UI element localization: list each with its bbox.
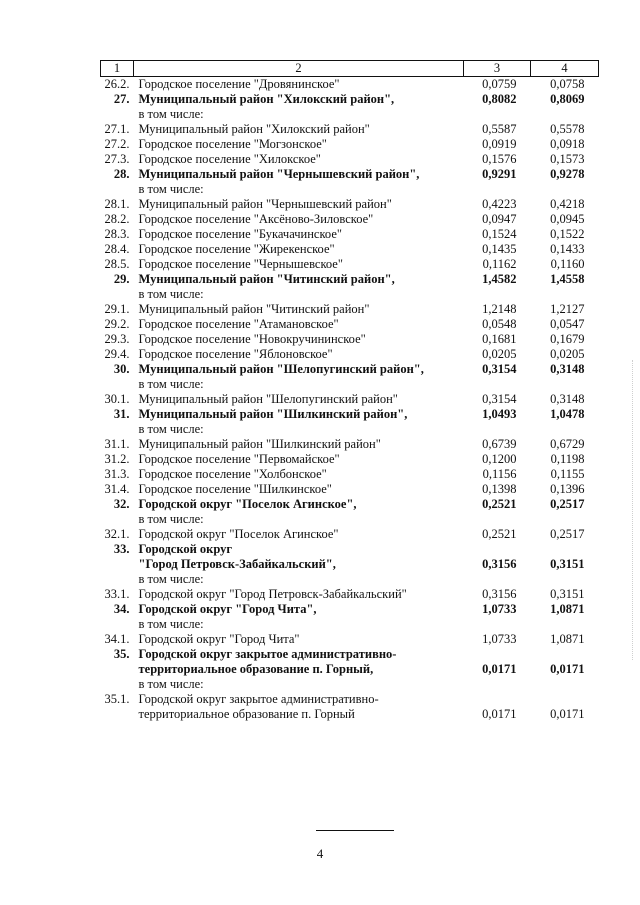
row-name	[134, 212, 464, 227]
value-col-4	[531, 542, 599, 587]
value-col-4: 0,1433	[550, 242, 585, 256]
row-name-line: Муниципальный район "Шилкинский район",	[138, 407, 408, 421]
row-name	[134, 137, 464, 152]
row-number: 31.4.	[104, 482, 130, 496]
row-number: 35.1.	[104, 692, 130, 706]
row-name-line: Городское поселение "Букачачинское"	[138, 227, 342, 241]
value-col-3: 0,3154	[482, 362, 517, 376]
value-col-4: 0,1573	[550, 152, 585, 166]
row-number: 28.	[113, 167, 130, 181]
value-col-4: 0,3151	[550, 587, 585, 601]
table-row	[101, 152, 599, 167]
row-number: 30.1.	[104, 392, 130, 406]
row-number: 26.2.	[104, 77, 130, 91]
row-name	[134, 452, 464, 467]
table-row	[101, 632, 599, 647]
row-subtitle: в том числе:	[138, 422, 204, 436]
table-row	[101, 482, 599, 497]
value-col-4: 0,3148	[550, 392, 585, 406]
table-row	[101, 197, 599, 212]
value-col-3: 0,0171	[482, 707, 517, 721]
table-row	[101, 302, 599, 317]
value-col-3: 0,2521	[482, 497, 517, 511]
row-name	[134, 242, 464, 257]
row-number: 27.	[113, 92, 130, 106]
value-col-4: 0,0205	[550, 347, 585, 361]
row-name-line: Муниципальный район "Шелопугинский район",	[138, 362, 424, 376]
row-name	[134, 302, 464, 317]
table-row	[101, 527, 599, 542]
row-name	[134, 587, 464, 602]
row-number: 27.1.	[104, 122, 130, 136]
value-col-4: 0,0945	[550, 212, 585, 226]
budget-share-table	[100, 60, 599, 722]
table-row	[101, 497, 599, 527]
row-number: 28.2.	[104, 212, 130, 226]
table-row	[101, 692, 599, 722]
table-row	[101, 647, 599, 692]
row-number: 35.	[113, 647, 130, 661]
value-col-4: 0,2517	[550, 497, 585, 511]
row-subtitle: в том числе:	[138, 572, 204, 586]
row-name-line: Городское поселение "Шилкинское"	[138, 482, 332, 496]
row-subtitle: в том числе:	[138, 107, 204, 121]
value-col-4: 0,0758	[550, 77, 585, 91]
value-col-3: 0,0919	[482, 137, 517, 151]
value-col-4: 1,2127	[550, 302, 585, 316]
row-number: 31.2.	[104, 452, 130, 466]
row-subtitle: в том числе:	[138, 182, 204, 196]
value-col-3: 1,0493	[482, 407, 517, 421]
row-name	[134, 152, 464, 167]
row-name-line: Муниципальный район "Хилокский район"	[138, 122, 370, 136]
value-text: 0,0171	[550, 662, 585, 676]
row-name-line: Городской округ закрытое административно-	[138, 692, 379, 706]
row-name-line: Городской округ "Город Чита"	[138, 632, 300, 646]
value-col-3: 0,9291	[482, 167, 517, 181]
value-col-4: 0,0547	[550, 317, 585, 331]
row-number: 31.1.	[104, 437, 130, 451]
value-col-4: 1,0871	[550, 602, 585, 616]
value-col-3: 0,0947	[482, 212, 517, 226]
table-row	[101, 407, 599, 437]
row-name	[134, 272, 464, 302]
row-number: 33.	[113, 542, 130, 556]
value-text: 0,3156	[482, 557, 517, 571]
value-col-3: 0,4223	[482, 197, 517, 211]
table-body	[101, 77, 599, 723]
row-name	[134, 542, 464, 587]
header-col-1: 1	[101, 61, 134, 77]
value-col-4: 0,0918	[550, 137, 585, 151]
value-col-3: 0,8082	[482, 92, 517, 106]
value-col-3: 0,2521	[482, 527, 517, 541]
row-name	[134, 602, 464, 632]
value-col-3: 1,0733	[482, 602, 517, 616]
value-col-4: 1,0478	[550, 407, 585, 421]
row-number: 29.1.	[104, 302, 130, 316]
row-number: 33.1.	[104, 587, 130, 601]
row-number: 27.3.	[104, 152, 130, 166]
row-number: 32.1.	[104, 527, 130, 541]
value-col-3: 0,1200	[482, 452, 517, 466]
value-col-3: 1,4582	[482, 272, 517, 286]
table-row	[101, 392, 599, 407]
row-name-line: Муниципальный район "Читинский район"	[138, 302, 370, 316]
value-col-4: 0,1679	[550, 332, 585, 346]
value-col-4: 0,9278	[550, 167, 585, 181]
row-name-line: Городское поселение "Первомайское"	[138, 452, 340, 466]
value-col-3	[464, 542, 531, 587]
value-col-4: 0,1522	[550, 227, 585, 241]
row-name-line: Городской округ	[138, 542, 233, 556]
table-row	[101, 362, 599, 392]
value-col-3: 0,1156	[482, 467, 517, 481]
row-subtitle: в том числе:	[138, 377, 204, 391]
table-row	[101, 92, 599, 122]
row-name	[134, 407, 464, 437]
row-number: 29.2.	[104, 317, 130, 331]
value-col-4: 0,1155	[550, 467, 585, 481]
table-row	[101, 602, 599, 632]
row-name-line: Муниципальный район "Хилокский район",	[138, 92, 395, 106]
table-row	[101, 452, 599, 467]
value-col-3	[464, 647, 531, 692]
table-header	[101, 61, 599, 77]
row-name	[134, 497, 464, 527]
table-row	[101, 317, 599, 332]
row-name	[134, 467, 464, 482]
row-name-line: Городское поселение "Атамановское"	[138, 317, 339, 331]
value-col-3: 0,3156	[482, 587, 517, 601]
row-name-line: "Город Петровск-Забайкальский",	[138, 557, 336, 571]
value-col-3: 0,5587	[482, 122, 517, 136]
value-text: 0,3151	[550, 557, 585, 571]
row-name-line: территориальное образование п. Горный,	[138, 662, 374, 676]
value-col-4: 1,0871	[550, 632, 585, 646]
row-name	[134, 227, 464, 242]
row-number: 29.3.	[104, 332, 130, 346]
row-name	[134, 347, 464, 362]
value-col-4: 0,1396	[550, 482, 585, 496]
table-row	[101, 122, 599, 137]
row-name	[134, 92, 464, 122]
row-name	[134, 122, 464, 137]
row-number: 28.4.	[104, 242, 130, 256]
row-name-line: Городское поселение "Холбонское"	[138, 467, 327, 481]
value-col-3: 0,1162	[482, 257, 517, 271]
row-name-line: Муниципальный район "Шилкинский район"	[138, 437, 381, 451]
row-name-line: Городской округ закрытое административно-	[138, 647, 397, 661]
table-row	[101, 227, 599, 242]
row-name-line: Муниципальный район "Чернышевский район",	[138, 167, 420, 181]
value-col-3: 0,1398	[482, 482, 517, 496]
value-col-4: 0,1160	[550, 257, 585, 271]
row-name	[134, 317, 464, 332]
value-col-4: 0,5578	[550, 122, 585, 136]
table-row	[101, 347, 599, 362]
value-col-4: 1,4558	[550, 272, 585, 286]
footer-divider	[316, 830, 394, 831]
value-col-4: 0,1198	[550, 452, 585, 466]
value-col-4: 0,4218	[550, 197, 585, 211]
row-subtitle: в том числе:	[138, 677, 204, 691]
row-name-line: Городской округ "Поселок Агинское"	[138, 527, 339, 541]
row-subtitle: в том числе:	[138, 617, 204, 631]
value-col-3: 1,2148	[482, 302, 517, 316]
value-col-3: 0,1681	[482, 332, 517, 346]
row-name-line: Муниципальный район "Шелопугинский район"	[138, 392, 398, 406]
value-col-3: 0,3154	[482, 392, 517, 406]
row-number: 30.	[113, 362, 130, 376]
row-name-line: Городское поселение "Яблоновское"	[138, 347, 333, 361]
table-row	[101, 167, 599, 197]
row-name	[134, 362, 464, 392]
row-name	[134, 437, 464, 452]
row-name-line: Городской округ "Поселок Агинское",	[138, 497, 357, 511]
value-col-3: 0,0205	[482, 347, 517, 361]
row-subtitle: в том числе:	[138, 287, 204, 301]
row-name-line: Городское поселение "Аксёново-Зиловское"	[138, 212, 374, 226]
table-row	[101, 212, 599, 227]
value-col-3: 0,1524	[482, 227, 517, 241]
row-name	[134, 197, 464, 212]
row-name-line: Городское поселение "Дровянинское"	[138, 77, 340, 91]
row-name	[134, 482, 464, 497]
value-col-4: 0,6729	[550, 437, 585, 451]
row-name	[134, 647, 464, 692]
row-name-line: Городской округ "Город Петровск-Забайкальский"	[138, 587, 407, 601]
header-col-3: 3	[464, 61, 531, 77]
row-number: 31.	[113, 407, 130, 421]
value-col-3: 1,0733	[482, 632, 517, 646]
header-col-4: 4	[531, 61, 599, 77]
row-name-line: Муниципальный район "Читинский район",	[138, 272, 395, 286]
row-number: 28.5.	[104, 257, 130, 271]
row-number: 31.3.	[104, 467, 130, 481]
scan-edge-marks	[632, 360, 634, 660]
row-name	[134, 77, 464, 93]
row-number: 32.	[113, 497, 130, 511]
table-row	[101, 272, 599, 302]
header-col-2: 2	[134, 61, 464, 77]
table-row	[101, 542, 599, 587]
row-name-line: Городское поселение "Новокручининское"	[138, 332, 366, 346]
row-number: 27.2.	[104, 137, 130, 151]
row-name	[134, 692, 464, 722]
table-row	[101, 77, 599, 93]
row-name	[134, 527, 464, 542]
page-number: 4	[316, 846, 324, 861]
value-col-3: 0,0759	[482, 77, 517, 91]
value-col-3: 0,0548	[482, 317, 517, 331]
row-number: 34.1.	[104, 632, 130, 646]
row-name	[134, 167, 464, 197]
row-name	[134, 632, 464, 647]
row-number: 28.3.	[104, 227, 130, 241]
row-name	[134, 332, 464, 347]
table-row	[101, 467, 599, 482]
value-col-3: 0,6739	[482, 437, 517, 451]
row-name-line: Городской округ "Город Чита",	[138, 602, 317, 616]
table-row	[101, 332, 599, 347]
row-number: 29.	[113, 272, 130, 286]
row-name-line: Городское поселение "Чернышевское"	[138, 257, 343, 271]
row-name-line: Городское поселение "Могзонское"	[138, 137, 327, 151]
table-row	[101, 137, 599, 152]
table-row	[101, 437, 599, 452]
row-number: 34.	[113, 602, 130, 616]
value-col-3: 0,1435	[482, 242, 517, 256]
table-row	[101, 242, 599, 257]
value-col-4: 0,3148	[550, 362, 585, 376]
row-name-line: Муниципальный район "Чернышевский район"	[138, 197, 392, 211]
row-number: 29.4.	[104, 347, 130, 361]
row-name-line: Городское поселение "Жирекенское"	[138, 242, 335, 256]
value-col-4	[531, 647, 599, 692]
value-text: 0,0171	[482, 662, 517, 676]
row-number: 28.1.	[104, 197, 130, 211]
value-col-3: 0,1576	[482, 152, 517, 166]
row-name-line: территориальное образование п. Горный	[138, 707, 355, 721]
value-col-4: 0,2517	[550, 527, 585, 541]
row-name	[134, 257, 464, 272]
value-col-4: 0,0171	[550, 707, 585, 721]
row-name-line: Городское поселение "Хилокское"	[138, 152, 321, 166]
value-col-4: 0,8069	[550, 92, 585, 106]
table-row	[101, 257, 599, 272]
row-name	[134, 392, 464, 407]
row-subtitle: в том числе:	[138, 512, 204, 526]
table-row	[101, 587, 599, 602]
